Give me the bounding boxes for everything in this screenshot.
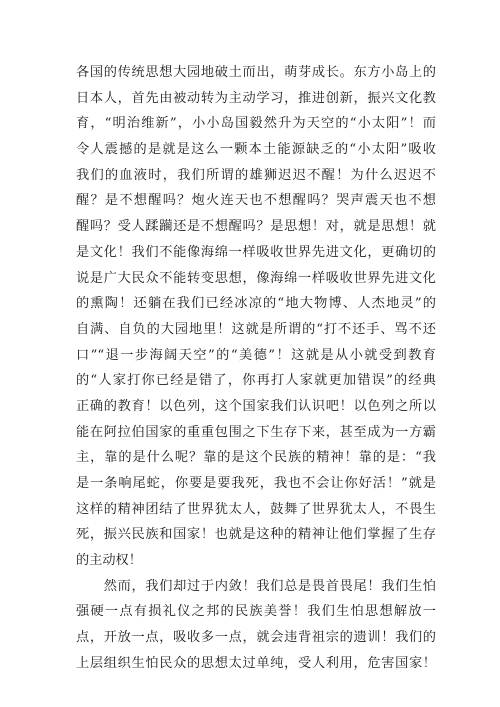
- text-line: 上层组织生怕民众的思想太过单纯，受人利用，危害国家！: [76, 655, 436, 671]
- text-line: 说是广大民众不能转变思想，像海绵一样吸收世界先进文化: [76, 270, 436, 286]
- text-line: 口”“退一步海阔天空”的“美德”！这就是从小就受到教育: [76, 347, 436, 363]
- text-line: 醒？是不想醒吗？炮火连天也不想醒吗？哭声震天也不想: [76, 193, 436, 209]
- text-line: 是一条响尾蛇，你要是要我死，我也不会让你好活！”就是: [76, 476, 436, 491]
- text-line: 是文化！我们不能像海绵一样吸收世界先进文化，更确切的: [76, 244, 436, 260]
- text-line: 主，靠的是什么呢？靠的是这个民族的精神！靠的是：“我: [76, 450, 436, 466]
- text-line: 然而，我们却过于内敛！我们总是畏首畏尾！我们生怕: [76, 578, 436, 594]
- text-line: 育，“明治维新”，小小岛国毅然升为天空的“小太阳”！而: [76, 116, 436, 132]
- text-line: 令人震撼的是就是这么一颗本土能源缺乏的“小太阳”吸收: [76, 142, 436, 158]
- text-line: 这样的精神团结了世界犹太人，鼓舞了世界犹太人，不畏生: [76, 501, 436, 517]
- text-line: 强硬一点有损礼仪之邦的民族美誉！我们生怕思想解放一: [76, 604, 436, 620]
- text-line: 我们的血液时，我们所谓的雄狮迟迟不醒！为什么迟迟不: [76, 167, 436, 183]
- text-line: 日本人，首先由被动转为主动学习，推进创新，振兴文化教: [76, 90, 436, 106]
- paragraph-1: [76, 60, 436, 574]
- text-line: 正确的教育！以色列，这个国家我们认识吧！以色列之所以: [76, 398, 436, 414]
- text-line: 的“人家打你已经是错了，你再打人家就更加错误”的经典: [76, 373, 436, 389]
- body-text: [76, 60, 436, 677]
- text-line: 的主动权！: [76, 553, 142, 569]
- text-line: 死，振兴民族和国家！也就是这种的精神让他们掌握了生存: [76, 527, 436, 543]
- text-line: 自满、自负的大园地里！这就是所谓的“打不还手、骂不还: [76, 321, 436, 337]
- paragraph-2: [76, 574, 436, 677]
- text-line: 的熏陶！还躺在我们已经冰凉的“地大物博、人杰地灵”的: [76, 296, 436, 312]
- text-line: 各国的传统思想大园地破土而出，萌芽成长。东方小岛上的: [76, 65, 436, 80]
- text-line: 醒吗？受人蹂躏还是不想醒吗？是思想！对，就是思想！就: [76, 219, 436, 235]
- text-line: 能在阿拉伯国家的重重包围之下生存下来，甚至成为一方霸: [76, 424, 436, 440]
- text-line: 点，开放一点，吸收多一点，就会违背祖宗的遗训！我们的: [76, 630, 436, 646]
